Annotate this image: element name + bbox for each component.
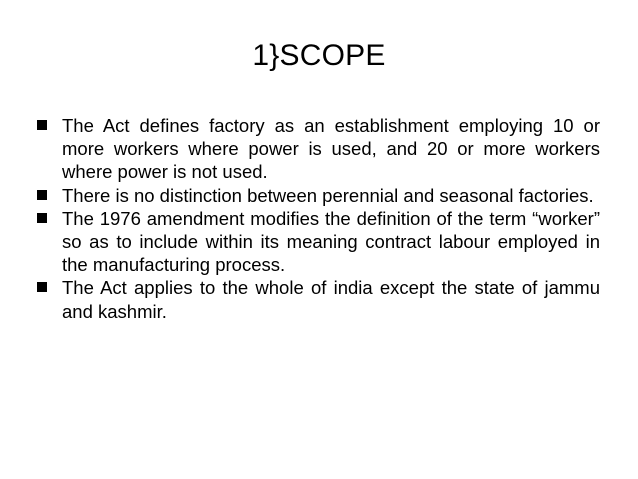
bullet-text: There is no distinction between perennial and seasonal factories. xyxy=(62,184,594,206)
bullet-text: The Act defines factory as an establishment employing 10 or more workers where power is used, and 20 or more workers where power is not used. xyxy=(62,115,600,183)
bullet-item xyxy=(36,184,600,207)
bullet-text: The 1976 amendment modifies the definition of the term “worker” so as to include within its meaning contract labour employed in the manufacturing process. xyxy=(62,207,600,276)
slide-title: 1}SCOPE xyxy=(252,39,386,72)
square-bullet-icon xyxy=(37,213,47,223)
bullet-text: The Act applies to the whole of india except the state of jammu and kashmir. xyxy=(62,277,600,322)
square-bullet-icon xyxy=(37,120,47,130)
square-bullet-icon xyxy=(37,190,47,200)
bullet-item xyxy=(36,276,600,322)
square-bullet-icon xyxy=(37,282,47,292)
bullet-list xyxy=(36,114,600,323)
bullet-item xyxy=(36,114,600,184)
bullet-item xyxy=(36,207,600,277)
